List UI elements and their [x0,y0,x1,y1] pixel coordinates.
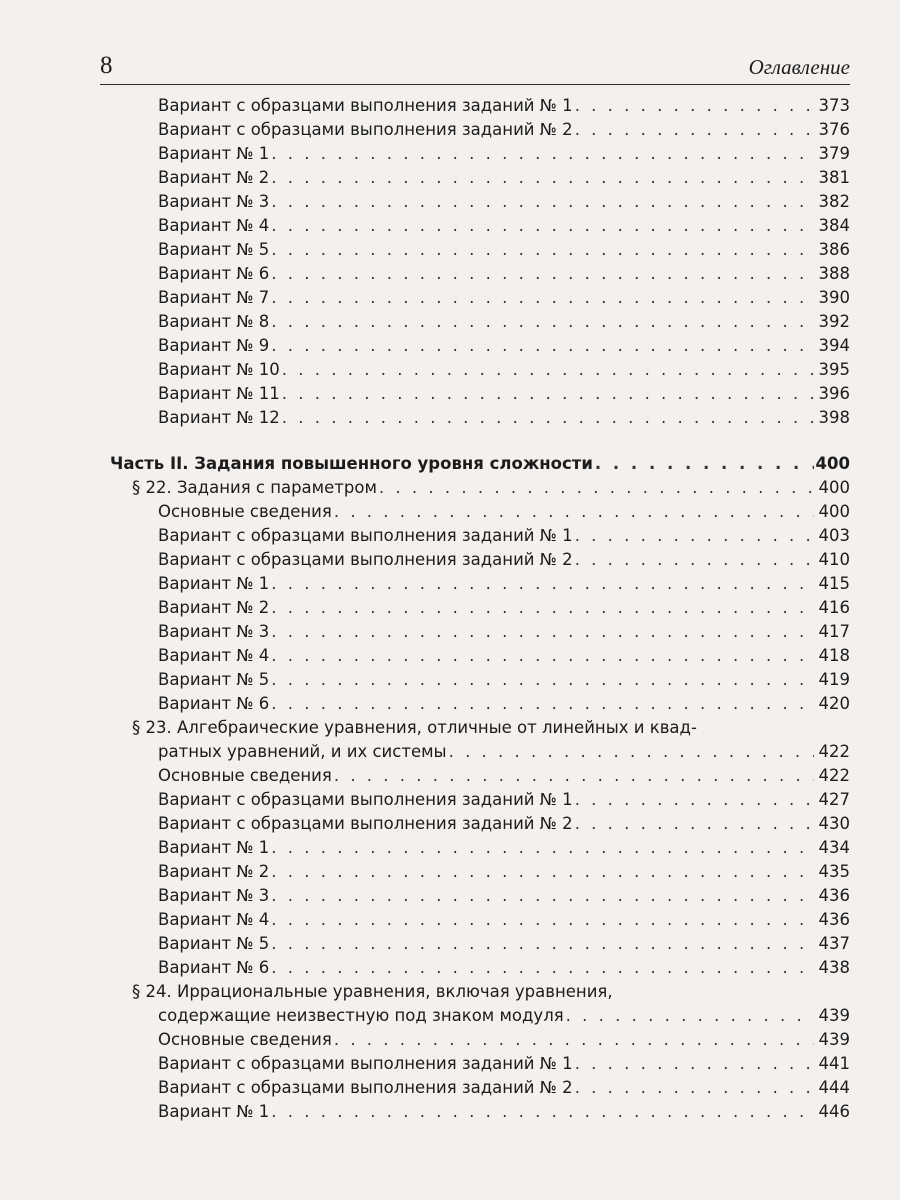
leader-dots [271,336,814,355]
toc-entry[interactable] [110,766,850,790]
leader-dots [449,742,814,761]
running-head: Оглавление [748,55,850,79]
toc-label: Вариант № 4 [158,216,270,235]
toc-entry[interactable] [110,264,850,288]
toc-label: Вариант с образцами выполнения заданий № 1 [158,1054,573,1073]
toc-page-number: 384 [818,216,850,235]
toc-label: Основные сведения [158,766,332,785]
toc-label: Вариант № 1 [158,1102,270,1121]
toc-entry[interactable] [110,838,850,862]
leader-dots [282,360,814,379]
toc-page-number: 403 [818,526,850,545]
leader-dots [271,886,814,905]
toc-part-2[interactable] [110,454,850,478]
leader-dots [334,502,814,521]
toc-entry[interactable] [110,312,850,336]
toc-entry[interactable] [110,120,850,144]
leader-dots [271,670,814,689]
toc-label: Вариант № 2 [158,862,270,881]
toc-page-number: 400 [815,454,850,473]
leader-dots [575,550,814,569]
toc-page-number: 386 [818,240,850,259]
toc-page-number: 381 [818,168,850,187]
toc-label: Часть II. Задания повышенного уровня сложности [110,454,593,473]
toc-label: Вариант № 3 [158,192,270,211]
toc-label: Вариант № 2 [158,598,270,617]
toc-label: Вариант № 5 [158,670,270,689]
leader-dots [271,598,814,617]
toc-entry[interactable] [110,360,850,384]
leader-dots [575,120,814,139]
toc-page-number: 430 [818,814,850,833]
toc-label: Вариант с образцами выполнения заданий № 1 [158,790,573,809]
leader-dots [271,1102,814,1121]
toc-page-number: 382 [818,192,850,211]
toc-entry[interactable] [110,670,850,694]
toc-label: § 22. Задания с параметром [132,478,377,497]
toc-entry[interactable] [110,526,850,550]
toc-entry[interactable] [110,862,850,886]
toc-entry[interactable] [110,384,850,408]
toc-label: Основные сведения [158,502,332,521]
leader-dots [271,240,814,259]
leader-dots [566,1006,814,1025]
leader-dots [271,958,814,977]
toc-page-number: 422 [818,742,850,761]
toc-page-number: 439 [818,1006,850,1025]
toc-section-24-title-line1[interactable]: § 24. Иррациональные уравнения, включая уравнения, [132,982,613,1001]
leader-dots [271,622,814,641]
leader-dots [282,384,814,403]
toc-entry[interactable] [110,910,850,934]
toc-entry[interactable] [110,886,850,910]
toc-label: Вариант № 6 [158,264,270,283]
toc-page-number: 420 [818,694,850,713]
toc-label: Вариант с образцами выполнения заданий № 2 [158,1078,573,1097]
toc-page-number: 419 [818,670,850,689]
toc-entry[interactable] [110,1078,850,1102]
leader-dots [379,478,814,497]
section-22-list [110,502,850,718]
leader-dots [271,264,814,283]
toc-page-number: 436 [818,886,850,905]
toc-entry[interactable] [110,694,850,718]
toc-label: Вариант № 3 [158,886,270,905]
toc-page-number: 417 [818,622,850,641]
toc-label: Вариант № 7 [158,288,270,307]
leader-dots [271,574,814,593]
toc-label: Вариант № 5 [158,934,270,953]
toc-page-number: 396 [818,384,850,403]
leader-dots [282,408,814,427]
toc-page-number: 444 [818,1078,850,1097]
toc-section-22[interactable] [110,478,850,502]
toc-label: Вариант № 5 [158,240,270,259]
toc-label: Вариант № 6 [158,694,270,713]
toc-label: Вариант № 2 [158,168,270,187]
leader-dots [271,838,814,857]
toc-entry[interactable] [110,550,850,574]
leader-dots [271,862,814,881]
toc-page-number: 437 [818,934,850,953]
leader-dots [575,1054,814,1073]
toc-entry[interactable] [110,502,850,526]
toc-label: Основные сведения [158,1030,332,1049]
leader-dots [271,288,814,307]
toc-entry[interactable] [110,1030,850,1054]
toc-page-number: 441 [818,1054,850,1073]
toc-page-number: 416 [818,598,850,617]
leader-dots [271,216,814,235]
toc-page-number: 392 [818,312,850,331]
toc-label: Вариант № 1 [158,838,270,857]
toc-entry[interactable] [110,408,850,432]
toc-page-number: 446 [818,1102,850,1121]
leader-dots [575,526,814,545]
toc-page-number: 390 [818,288,850,307]
leader-dots [575,1078,814,1097]
toc-section-24[interactable] [110,1006,850,1030]
toc-page-number: 379 [818,144,850,163]
toc-entry[interactable] [110,574,850,598]
leader-dots [271,934,814,953]
toc-label: Вариант № 8 [158,312,270,331]
leader-dots [575,790,814,809]
leader-dots [575,814,814,833]
toc-page-number: 398 [818,408,850,427]
toc-entry[interactable] [110,168,850,192]
table-of-contents [110,96,850,1126]
leader-dots [271,646,814,665]
toc-label: Вариант с образцами выполнения заданий № 2 [158,814,573,833]
toc-page-number: 415 [818,574,850,593]
toc-entry[interactable] [110,598,850,622]
section-24-list [110,1030,850,1126]
toc-label: Вариант с образцами выполнения заданий № 2 [158,550,573,569]
toc-entry[interactable] [110,288,850,312]
toc-label: Вариант № 9 [158,336,270,355]
section-23-list [110,766,850,982]
toc-page-number: 388 [818,264,850,283]
leader-dots [271,168,814,187]
leader-dots [595,454,814,473]
toc-label: ратных уравнений, и их системы [158,742,447,761]
toc-entry[interactable] [110,646,850,670]
toc-entry[interactable] [110,192,850,216]
toc-entry[interactable] [110,958,850,982]
toc-label: Вариант № 3 [158,622,270,641]
toc-entry[interactable] [110,790,850,814]
toc-page-number: 435 [818,862,850,881]
toc-label: Вариант № 4 [158,646,270,665]
toc-entry[interactable] [110,1054,850,1078]
toc-entry[interactable] [110,216,850,240]
leader-dots [271,910,814,929]
toc-section-23[interactable] [110,742,850,766]
toc-label: Вариант № 11 [158,384,280,403]
toc-page-number: 400 [818,502,850,521]
toc-entry[interactable] [110,814,850,838]
toc-entry[interactable] [110,336,850,360]
toc-entry[interactable] [110,622,850,646]
toc-page-number: 410 [818,550,850,569]
toc-label: Вариант № 4 [158,910,270,929]
toc-label: содержащие неизвестную под знаком модуля [158,1006,564,1025]
toc-page-number: 400 [818,478,850,497]
toc-label: Вариант № 1 [158,574,270,593]
toc-entry[interactable] [110,240,850,264]
toc-page-number: 394 [818,336,850,355]
leader-dots [271,144,814,163]
toc-page-number: 438 [818,958,850,977]
toc-label: Вариант № 1 [158,144,270,163]
toc-page-number: 373 [818,96,850,115]
toc-page-number: 418 [818,646,850,665]
toc-page-number: 376 [818,120,850,139]
toc-label: Вариант № 6 [158,958,270,977]
toc-label: Вариант с образцами выполнения заданий № 1 [158,96,573,115]
leader-dots [271,312,814,331]
toc-entry[interactable] [110,144,850,168]
toc-label: Вариант с образцами выполнения заданий № 2 [158,120,573,139]
toc-section-23-title-line1[interactable]: § 23. Алгебраические уравнения, отличные от линейных и квад- [132,718,697,737]
toc-label: Вариант № 10 [158,360,280,379]
toc-page-number: 436 [818,910,850,929]
leader-dots [271,192,814,211]
toc-entry[interactable] [110,1102,850,1126]
toc-page-number: 422 [818,766,850,785]
page-number: 8 [100,52,113,79]
leader-dots [575,96,814,115]
toc-page-number: 427 [818,790,850,809]
leader-dots [334,1030,814,1049]
section-21-list [110,96,850,432]
toc-page-number: 439 [818,1030,850,1049]
toc-entry[interactable] [110,96,850,120]
toc-label: Вариант № 12 [158,408,280,427]
toc-page-number: 434 [818,838,850,857]
header-rule [100,84,850,85]
leader-dots [334,766,814,785]
toc-entry[interactable] [110,934,850,958]
toc-page-number: 395 [818,360,850,379]
toc-label: Вариант с образцами выполнения заданий № 1 [158,526,573,545]
leader-dots [271,694,814,713]
